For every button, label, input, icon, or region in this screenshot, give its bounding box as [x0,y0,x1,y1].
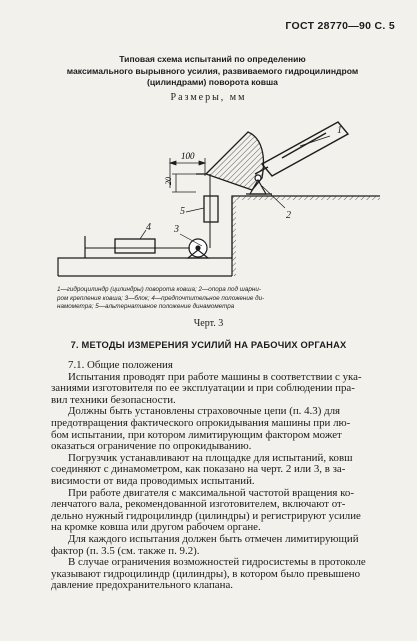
dimension-20 [172,174,196,192]
text-line: вил техники безопасности. [51,393,176,406]
text-line: заниями изготовителя по ее эксплуатации и при соблюдении пра- [51,382,355,395]
paragraph [51,453,391,488]
paragraph [51,557,391,592]
text-line: висимости от вида проводимых испытаний. [51,474,255,487]
test-scheme-diagram [0,108,417,286]
text-line: на кромке ковша или другом рабочем органе. [51,521,261,534]
text-line: соединяют с динамометром, как показано на черт. 2 или 3, в за- [51,463,346,476]
text-line: При работе двигателя с максимальной частотой вращения ко- [68,486,354,499]
paragraph [51,534,391,557]
text-line: Испытания проводят при работе машины в соответствии с ука- [68,370,362,383]
figure-title-line: максимального вырывного усилия, развиваемого гидроцилиндром [66,65,359,76]
figure-title-line: (цилиндрами) поворота ковша [147,77,278,87]
text-line: дельно нужный гидроцилиндр (цилиндры) и регистрируют усилие [51,509,361,522]
text-line: указывают гидроцилиндр (цилиндры), в котором было превышено [51,567,361,580]
text-line: бом испытании, при котором лимитирующим фактором может [51,428,342,441]
part-number-1: 1 [337,125,342,136]
figure-title-line: Типовая схема испытаний по определению [119,54,306,64]
dimension-20-label: 20 [164,177,173,185]
text-line: Погрузчик устанавливают на площадке для испытаний, ковш [68,451,353,464]
figure-legend [57,286,357,312]
text-line: давление предохранительного клапана. [51,579,234,592]
hydraulic-cylinder [255,122,348,176]
part-number-5: 5 [180,206,185,217]
dimension-100-label: 100 [181,151,195,161]
ground [58,196,380,276]
part-number-4: 4 [146,222,151,233]
legend-line: 1—гидроцилиндр (цилиндры) поворота ковша; 2—опора под шарни- [57,286,261,293]
alternative-dynamometer [204,196,218,222]
text-line: В случае ограничения возможностей гидросистемы в протоколе [68,556,366,569]
text-line: оказаться ограничение по опрокидыванию. [51,440,252,453]
paragraph [51,372,391,407]
bucket [196,132,263,190]
legend-line: ром крепления ковша; 3—блок; 4—предпочтительное положение ди- [57,294,265,302]
body-text [51,360,391,592]
paragraph [51,488,391,534]
text-line: ленчатого вала, рекомендованной изготовителем, включают от- [51,498,346,511]
page-header: ГОСТ 28770—90 С. 5 [285,20,395,32]
figure-title [40,54,385,89]
part-number-3: 3 [174,224,179,235]
text-line: 7.1. Общие положения [68,359,173,371]
text-line: предотвращения фактического опрокидывания машины при лю- [51,416,351,429]
sizes-label: Размеры, мм [170,92,247,103]
text-line: Для каждого испытания должен быть отмечен лимитирующий [68,532,359,545]
figure-caption: Черт. 3 [193,318,224,329]
preferred-dynamometer [115,239,155,253]
legend-line: намометра; 5—альтернативное положение динамометра [57,303,235,311]
subsection-heading [51,360,391,372]
dimension-100 [170,158,205,188]
text-line: Должны быть установлены страховочные цепи (п. 4.3) для [68,405,341,418]
pulley-block [188,239,208,258]
part-number-2: 2 [286,210,291,221]
text-line: фактор (п. 3.5 (см. также п. 9.2). [51,544,200,557]
paragraph [51,406,391,452]
section-title: 7. МЕТОДЫ ИЗМЕРЕНИЯ УСИЛИЙ НА РАБОЧИХ ОРГАНАХ [70,340,347,350]
